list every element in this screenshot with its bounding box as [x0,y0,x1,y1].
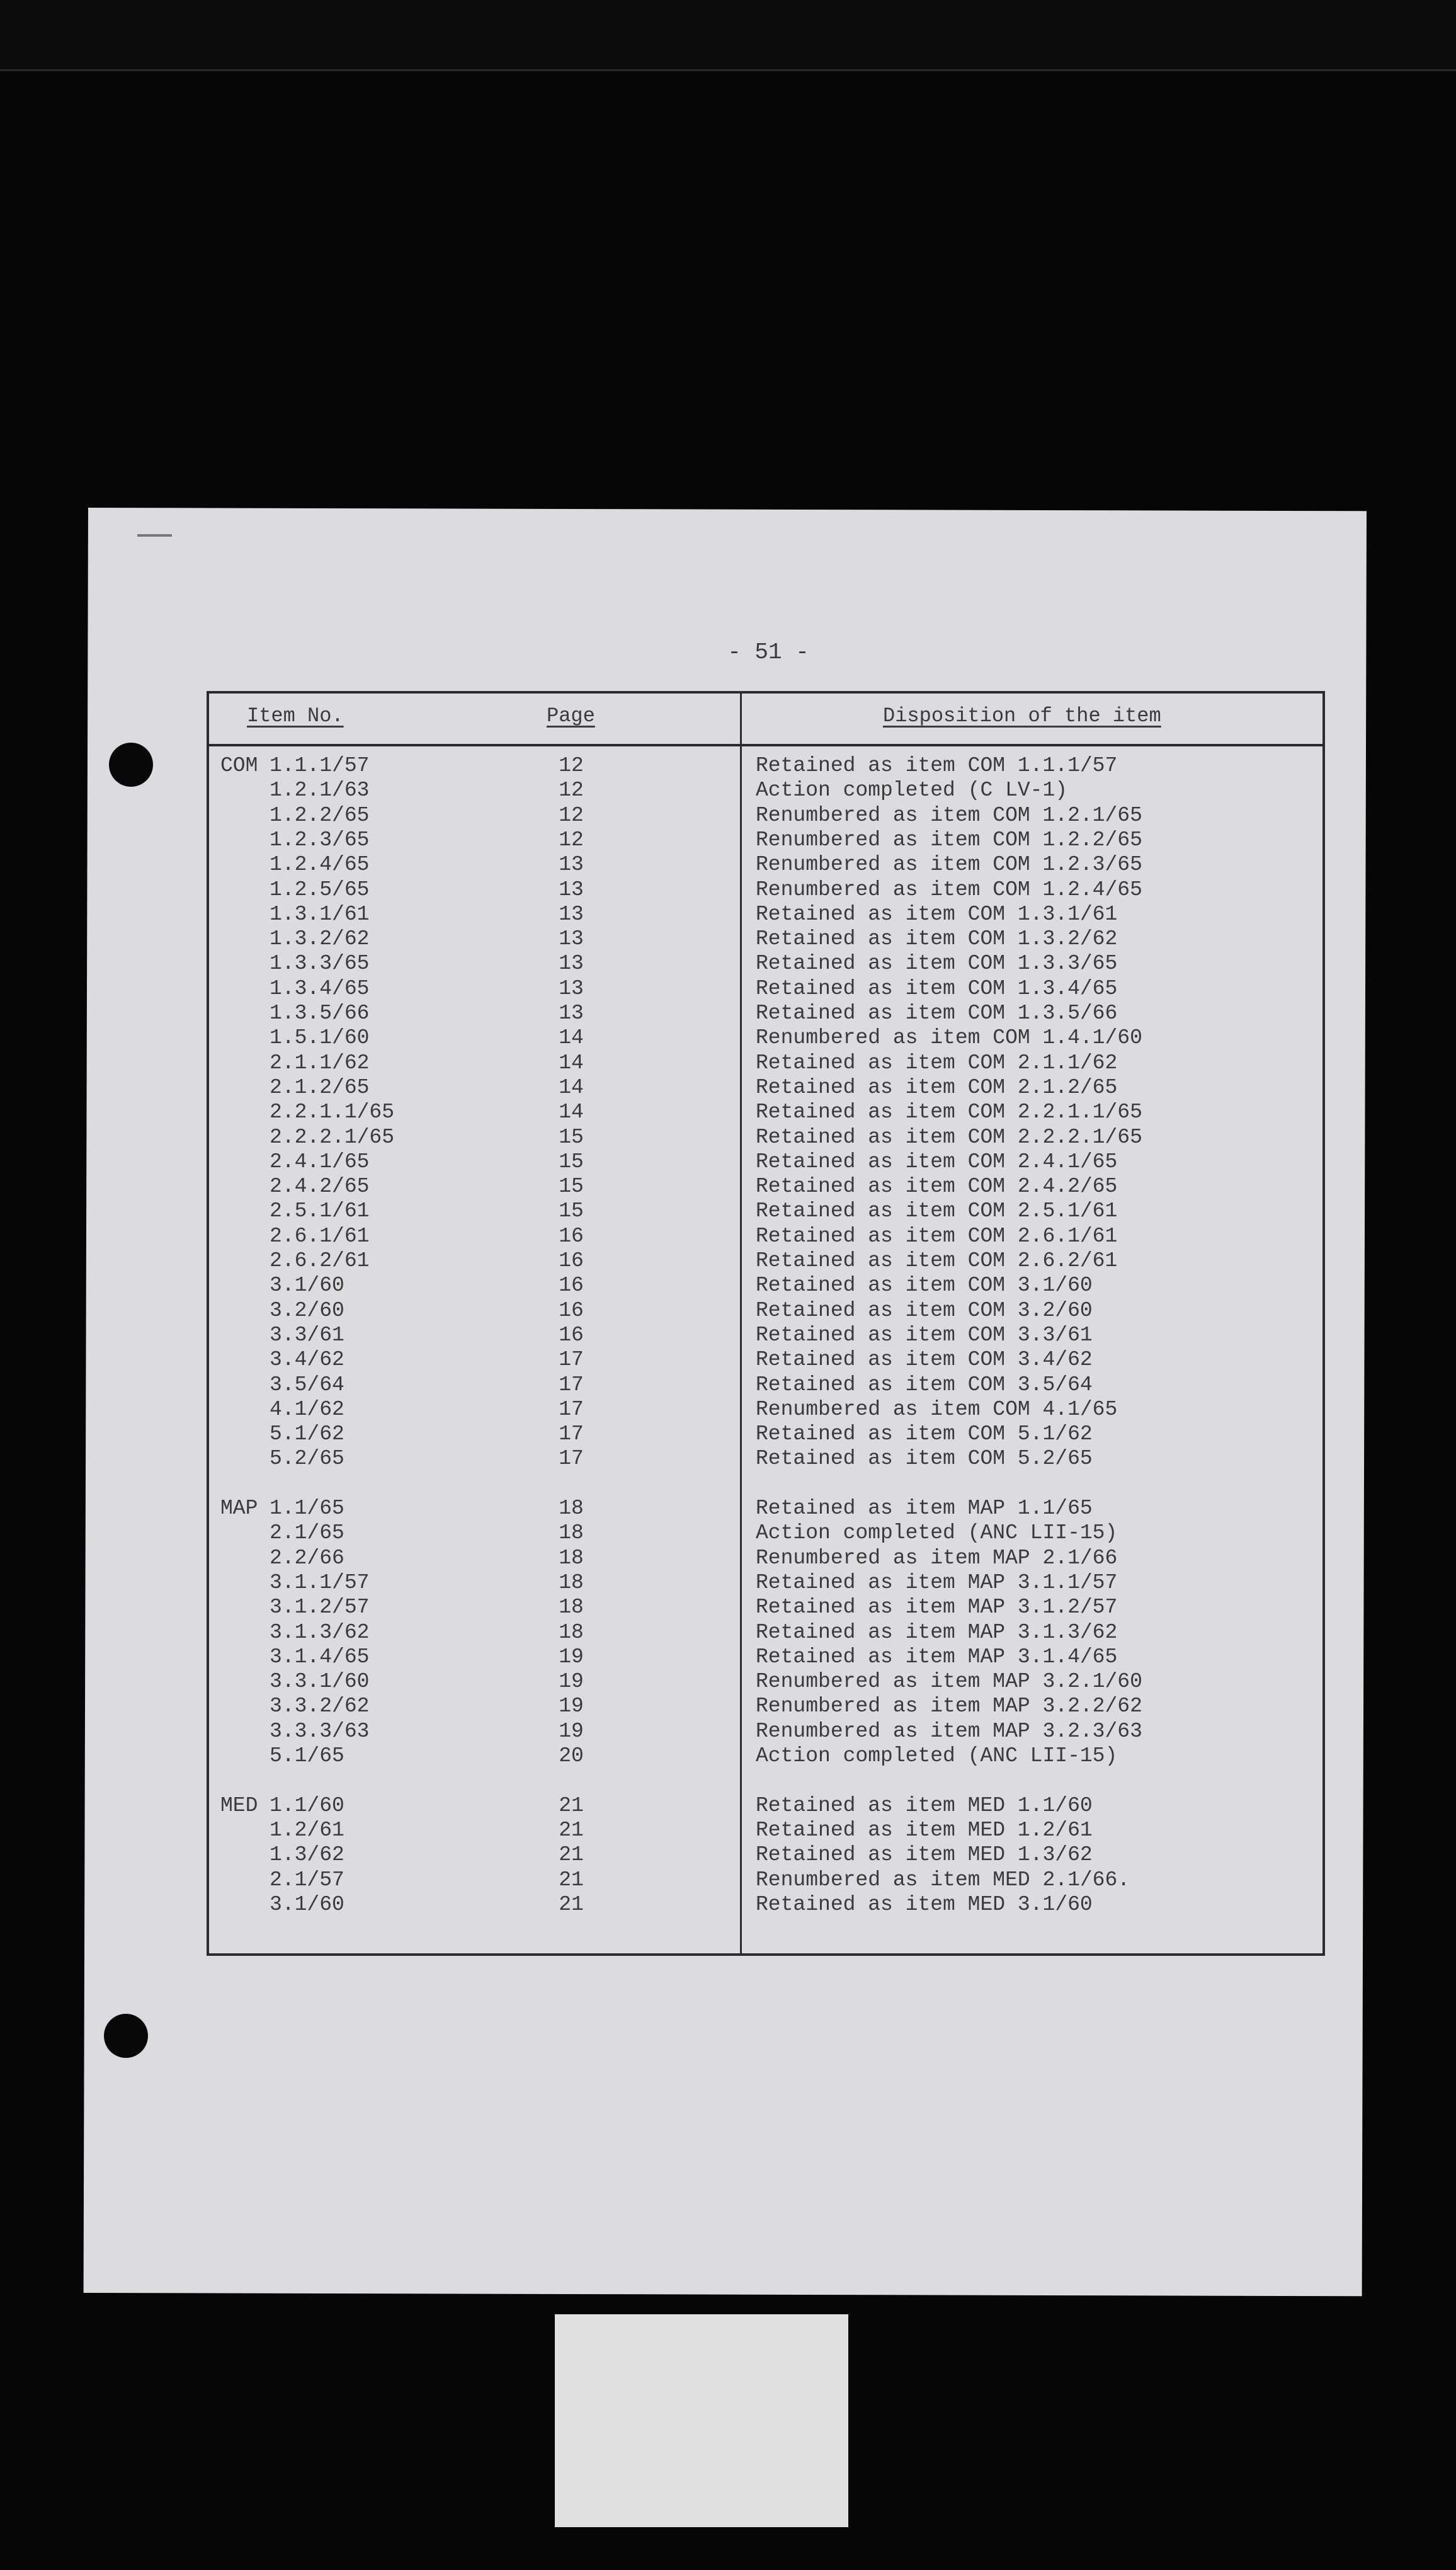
item-number: 1.2/61 [270,1818,344,1842]
item-number: 5.1/65 [270,1744,344,1768]
item-number: 1.1/60 [270,1793,344,1817]
disposition-text: Retained as item COM 2.1.2/65 [756,1075,1118,1099]
disposition-text: Action completed (C LV-1) [756,779,1068,802]
page-ref: 15 [559,1175,584,1199]
disposition-text: Retained as item COM 3.1/60 [756,1274,1093,1298]
item-number: 2.6.1/61 [270,1224,370,1248]
item-number: 1.3.2/62 [270,927,370,951]
disposition-text: Retained as item COM 3.2/60 [756,1298,1093,1322]
disposition-text: Retained as item MED 1.2/61 [756,1818,1093,1842]
disposition-text: Retained as item COM 5.2/65 [756,1447,1093,1471]
item-number: 2.5.1/61 [270,1199,370,1223]
item-number: 1.5.1/60 [270,1026,370,1050]
header-disposition: Disposition of the item [883,704,1161,728]
item-number: 4.1/62 [270,1397,344,1421]
page-ref: 12 [559,828,584,852]
item-number: 2.6.2/61 [270,1249,370,1272]
page-ref: 18 [559,1521,584,1545]
page-ref: 19 [559,1719,584,1743]
disposition-text: Renumbered as item MAP 3.2.3/63 [756,1719,1142,1743]
disposition-text: Retained as item MAP 3.1.4/65 [756,1645,1118,1669]
column-divider [740,693,742,1956]
page-ref: 15 [559,1150,584,1174]
item-number: 1.2.4/65 [270,853,370,877]
page-ref: 12 [559,779,584,802]
disposition-text: Retained as item MED 1.1/60 [756,1793,1093,1817]
item-number: 3.3.3/63 [270,1719,370,1743]
item-number: 1.2.5/65 [270,877,370,901]
item-number: 5.1/62 [270,1422,344,1446]
disposition-text: Retained as item COM 2.1.1/62 [756,1051,1118,1075]
page-ref: 19 [559,1645,584,1669]
page-ref: 21 [559,1868,584,1892]
page-ref: 18 [559,1497,584,1520]
disposition-text: Retained as item MAP 3.1.2/57 [756,1596,1118,1619]
disposition-text: Renumbered as item COM 1.2.1/65 [756,803,1142,827]
disposition-text: Retained as item COM 5.1/62 [756,1422,1093,1446]
item-number: 3.1.4/65 [270,1645,370,1669]
item-number: 1.2.3/65 [270,828,370,852]
page-ref: 14 [559,1100,584,1124]
item-number: 3.1.1/57 [270,1570,370,1594]
page-ref: 17 [559,1397,584,1421]
disposition-text: Renumbered as item MAP 2.1/66 [756,1546,1118,1570]
page-ref: 13 [559,902,584,926]
item-number: 3.1/60 [270,1274,344,1298]
item-number: 5.2/65 [270,1447,344,1471]
disposition-text: Retained as item COM 2.4.2/65 [756,1175,1118,1199]
page-ref: 14 [559,1075,584,1099]
disposition-text: Renumbered as item COM 1.4.1/60 [756,1026,1142,1050]
page-ref: 14 [559,1026,584,1050]
disposition-text: Retained as item COM 2.2.1.1/65 [756,1100,1142,1124]
item-number: 3.3/61 [270,1323,344,1347]
disposition-text: Retained as item COM 2.6.2/61 [756,1249,1118,1272]
disposition-text: Retained as item COM 1.3.4/65 [756,976,1118,1000]
page-ref: 13 [559,952,584,976]
page-ref: 12 [559,754,584,777]
disposition-text: Renumbered as item COM 1.2.2/65 [756,828,1142,852]
disposition-text: Renumbered as item MAP 3.2.2/62 [756,1694,1142,1718]
item-number: 1.3/62 [270,1843,344,1867]
item-number: 3.5/64 [270,1373,344,1396]
item-number: 3.1.2/57 [270,1596,370,1619]
header-item-no: Item No. [247,704,344,728]
page-ref: 14 [559,1051,584,1075]
page-ref: 17 [559,1422,584,1446]
item-number: 1.3.5/66 [270,1002,370,1025]
film-top-edge [0,0,1456,71]
disposition-text: Retained as item COM 2.5.1/61 [756,1199,1118,1223]
item-number: 1.2.1/63 [270,779,370,802]
page-ref: 12 [559,803,584,827]
disposition-text: Retained as item MAP 1.1/65 [756,1497,1093,1520]
item-number: 3.3.2/62 [270,1694,370,1718]
page-ref: 13 [559,877,584,901]
disposition-text: Retained as item COM 3.4/62 [756,1348,1093,1372]
item-number: 3.4/62 [270,1348,344,1372]
page-ref: 17 [559,1348,584,1372]
item-number: 3.2/60 [270,1298,344,1322]
disposition-text: Retained as item MED 1.3/62 [756,1843,1093,1867]
page-ref: 18 [559,1620,584,1644]
page-ref: 13 [559,927,584,951]
page-ref: 21 [559,1892,584,1916]
disposition-text: Renumbered as item MAP 3.2.1/60 [756,1670,1142,1694]
page-ref: 21 [559,1818,584,1842]
disposition-text: Retained as item COM 3.5/64 [756,1373,1093,1396]
disposition-text: Renumbered as item COM 1.2.3/65 [756,853,1142,877]
page-ref: 16 [559,1298,584,1322]
page-ref: 18 [559,1546,584,1570]
item-number: 2.1.1/62 [270,1051,370,1075]
page-ref: 17 [559,1447,584,1471]
item-number: 2.1.2/65 [270,1075,370,1099]
item-number: 1.1/65 [270,1497,344,1520]
disposition-text: Retained as item MED 3.1/60 [756,1892,1093,1916]
page-ref: 16 [559,1224,584,1248]
item-number: 1.3.1/61 [270,902,370,926]
page-ref: 18 [559,1596,584,1619]
item-number: 2.2/66 [270,1546,344,1570]
disposition-text: Retained as item MAP 3.1.1/57 [756,1570,1118,1594]
item-number: 3.1/60 [270,1892,344,1916]
item-number: 1.1.1/57 [270,754,370,777]
disposition-text: Retained as item COM 2.6.1/61 [756,1224,1118,1248]
disposition-text: Retained as item COM 1.3.2/62 [756,927,1118,951]
group-prefix-map: MAP [220,1497,258,1520]
page-ref: 15 [559,1125,584,1149]
disposition-text: Renumbered as item COM 4.1/65 [756,1397,1118,1421]
disposition-text: Retained as item MAP 3.1.3/62 [756,1620,1118,1644]
disposition-text: Retained as item COM 2.2.2.1/65 [756,1125,1142,1149]
page-ref: 13 [559,976,584,1000]
disposition-text: Retained as item COM 1.1.1/57 [756,754,1118,777]
disposition-text: Retained as item COM 1.3.1/61 [756,902,1118,926]
stray-mark [137,534,172,537]
page-ref: 19 [559,1670,584,1694]
item-number: 1.3.3/65 [270,952,370,976]
page-ref: 15 [559,1199,584,1223]
punch-hole-bottom [104,2014,148,2058]
item-number: 2.2.2.1/65 [270,1125,395,1149]
item-number: 2.4.1/65 [270,1150,370,1174]
header-rule [208,744,1325,746]
page-ref: 17 [559,1373,584,1396]
page-ref: 13 [559,853,584,877]
disposition-text: Retained as item COM 3.3/61 [756,1323,1093,1347]
page-ref: 21 [559,1793,584,1817]
header-page: Page [547,704,595,728]
disposition-text: Retained as item COM 2.4.1/65 [756,1150,1118,1174]
item-number: 2.1/57 [270,1868,344,1892]
disposition-text: Action completed (ANC LII-15) [756,1744,1118,1768]
item-number: 3.1.3/62 [270,1620,370,1644]
item-number: 1.2.2/65 [270,803,370,827]
page-ref: 13 [559,1002,584,1025]
item-number: 1.3.4/65 [270,976,370,1000]
page-ref: 21 [559,1843,584,1867]
page-ref: 16 [559,1249,584,1272]
page-ref: 16 [559,1323,584,1347]
disposition-text: Action completed (ANC LII-15) [756,1521,1118,1545]
disposition-text: Renumbered as item COM 1.2.4/65 [756,877,1142,901]
group-prefix-med: MED [220,1793,258,1817]
page-ref: 16 [559,1274,584,1298]
page-ref: 19 [559,1694,584,1718]
page-number: - 51 - [727,639,809,665]
group-prefix-com: COM [220,754,258,777]
page-ref: 18 [559,1570,584,1594]
item-number: 2.1/65 [270,1521,344,1545]
disposition-text: Renumbered as item MED 2.1/66. [756,1868,1130,1892]
item-number: 2.4.2/65 [270,1175,370,1199]
disposition-text: Retained as item COM 1.3.5/66 [756,1002,1118,1025]
page-ref: 20 [559,1744,584,1768]
item-number: 3.3.1/60 [270,1670,370,1694]
item-number: 2.2.1.1/65 [270,1100,395,1124]
blank-card [555,2314,848,2527]
disposition-text: Retained as item COM 1.3.3/65 [756,952,1118,976]
punch-hole-top [109,743,153,787]
